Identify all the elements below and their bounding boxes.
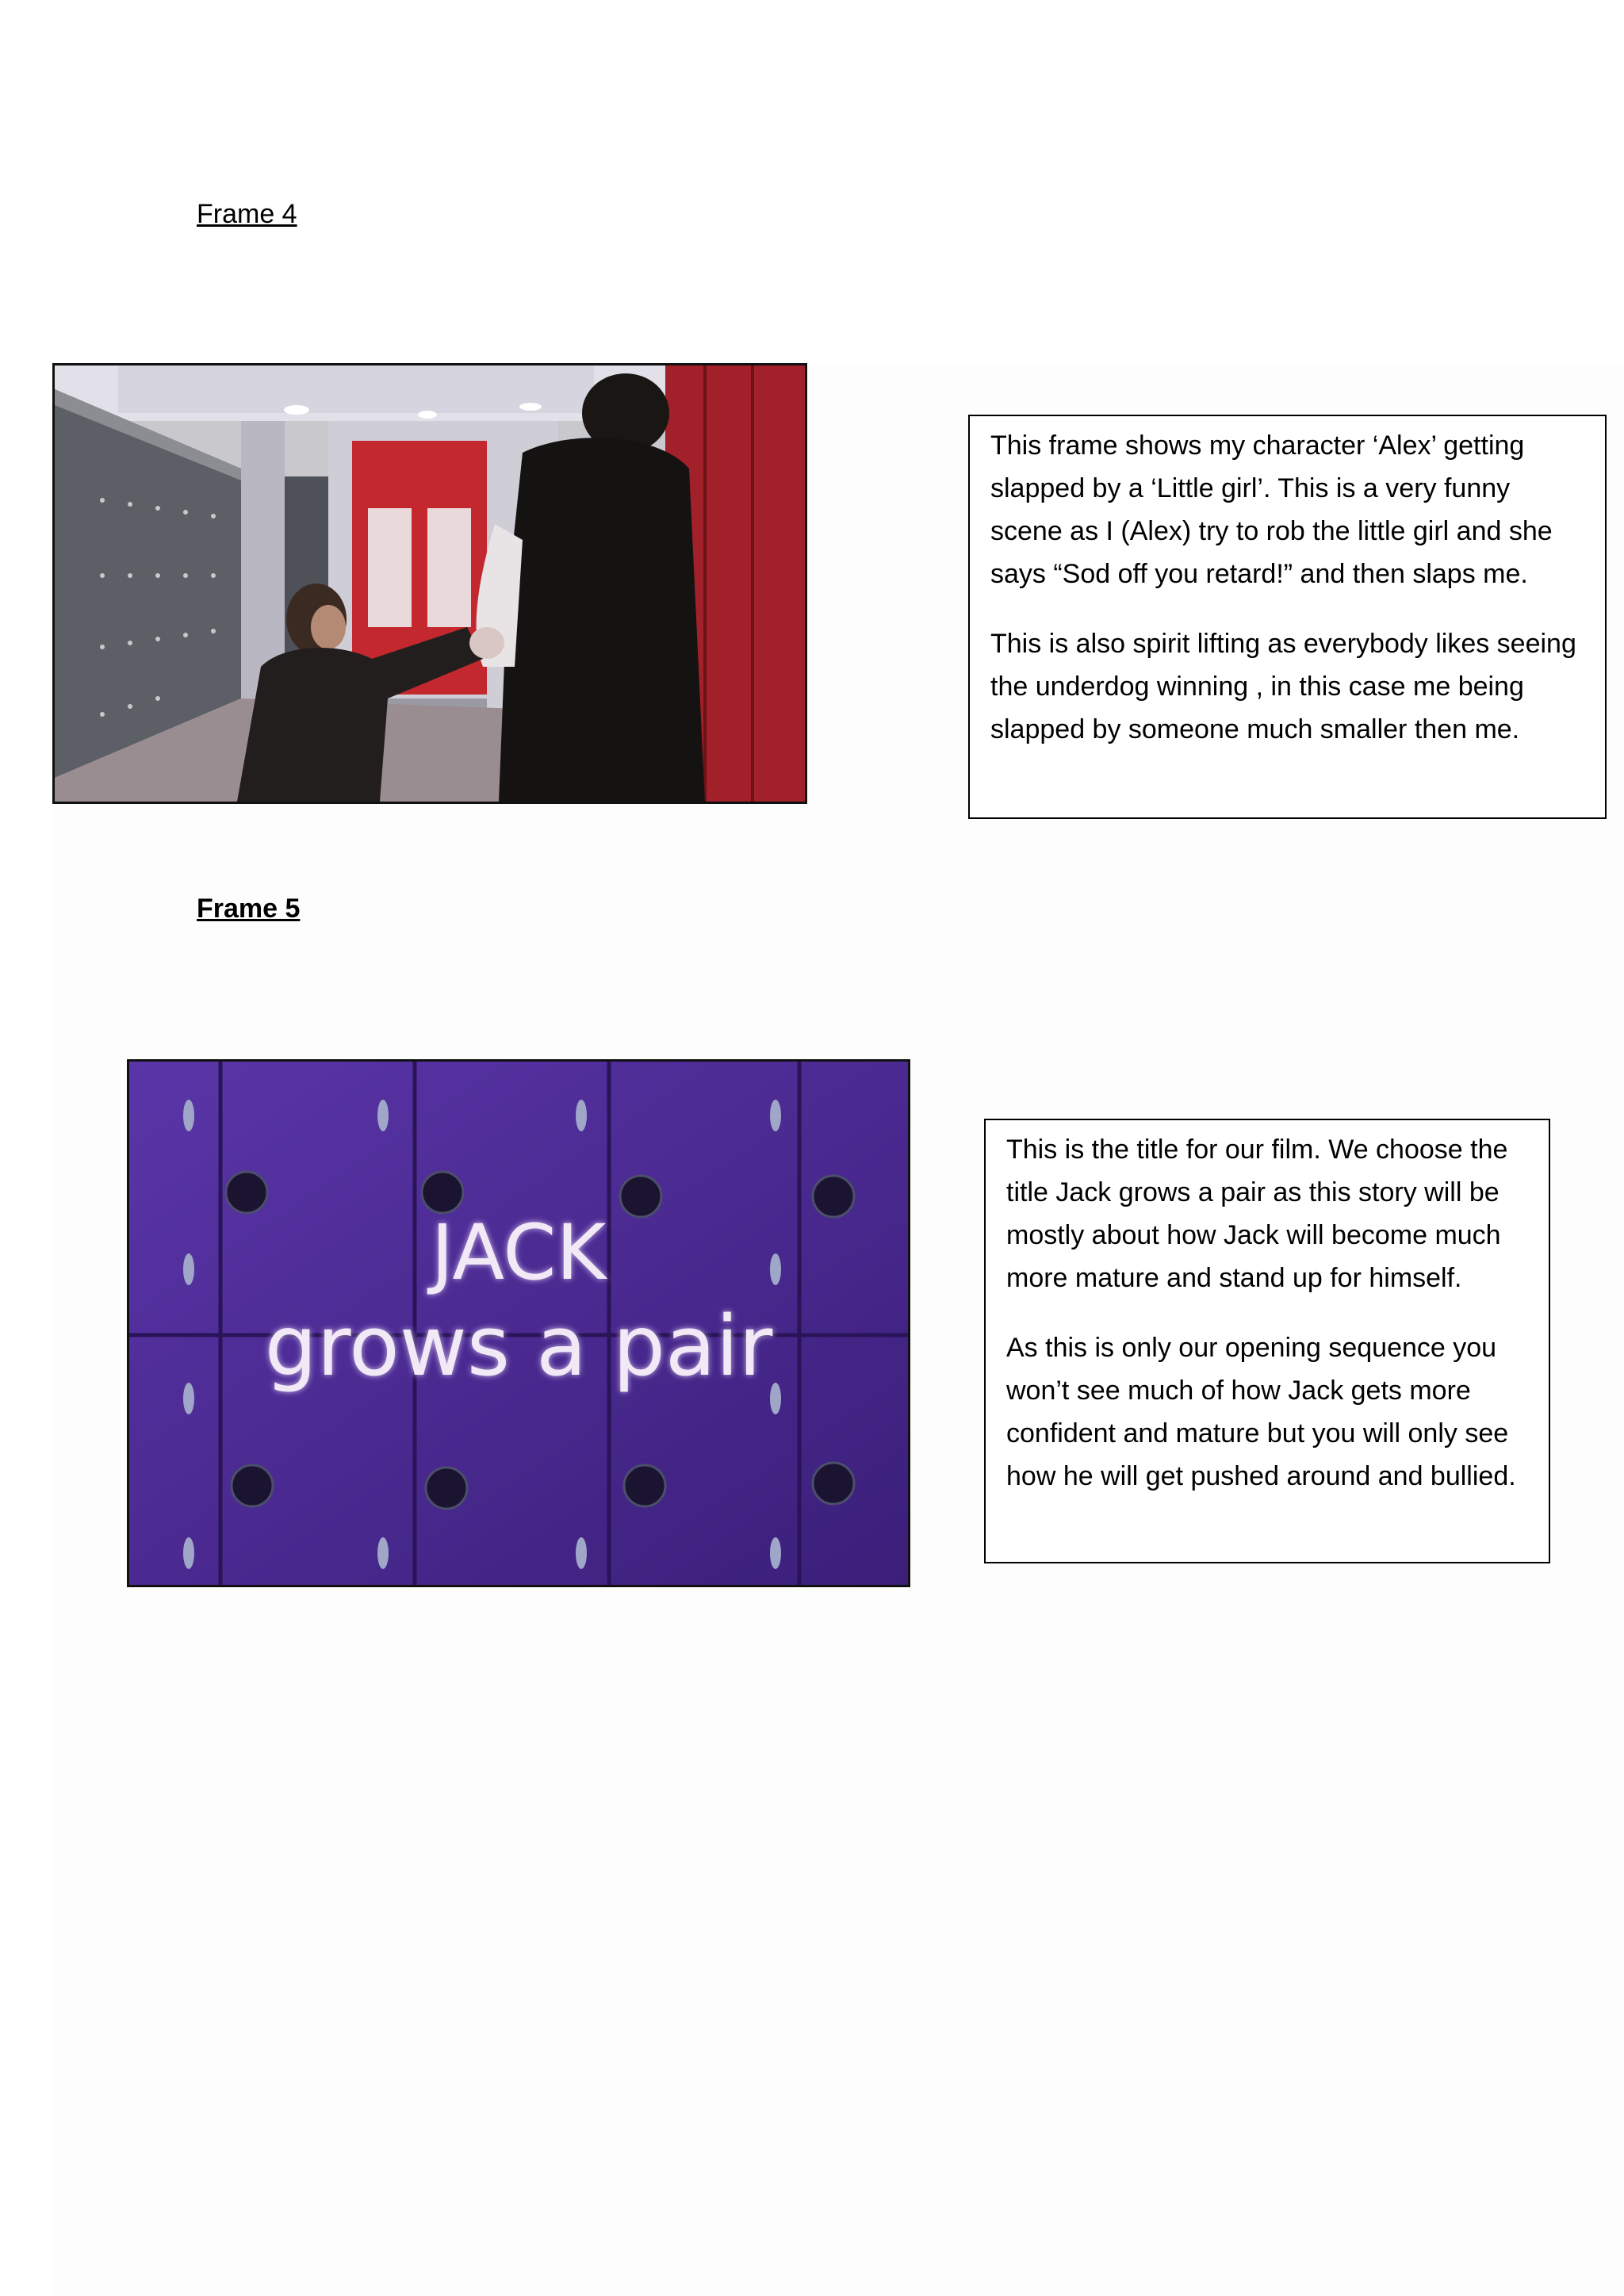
frame-4-description-box [968, 415, 1607, 819]
frame-5-heading: Frame 5 [197, 894, 301, 924]
frame-5-title-card-image [127, 1059, 910, 1587]
frame-4-paragraph-2: This is also spirit lifting as everybody likes seeing the underdog winning , in this case me being slapped by someone much smaller then me. [990, 629, 1576, 744]
film-title-line-2: grows a pair [264, 1298, 773, 1395]
frame-4-paragraph-1: This frame shows my character ‘Alex’ getting slapped by a ‘Little girl’. This is a very funny scene as I (Alex) try to rob the little girl and she says “Sod off you retard!” and then slaps me. [990, 430, 1553, 589]
frame-5-paragraph-1: This is the title for our film. We choose the title Jack grows a pair as this story will be mostly about how Jack will become much more mature and stand up for himself. [1006, 1135, 1508, 1293]
film-title-line-1: JACK [431, 1208, 607, 1297]
frame-5-description-box [984, 1119, 1550, 1563]
frame-4-heading: Frame 4 [197, 199, 297, 229]
hallway-scene-illustration [55, 365, 805, 802]
frame-5-paragraph-2: As this is only our opening sequence you won’t see much of how Jack gets more confident and mature but you will only see how he will get pushed around and bullied. [1006, 1333, 1516, 1491]
frame-4-still-image [52, 363, 807, 804]
